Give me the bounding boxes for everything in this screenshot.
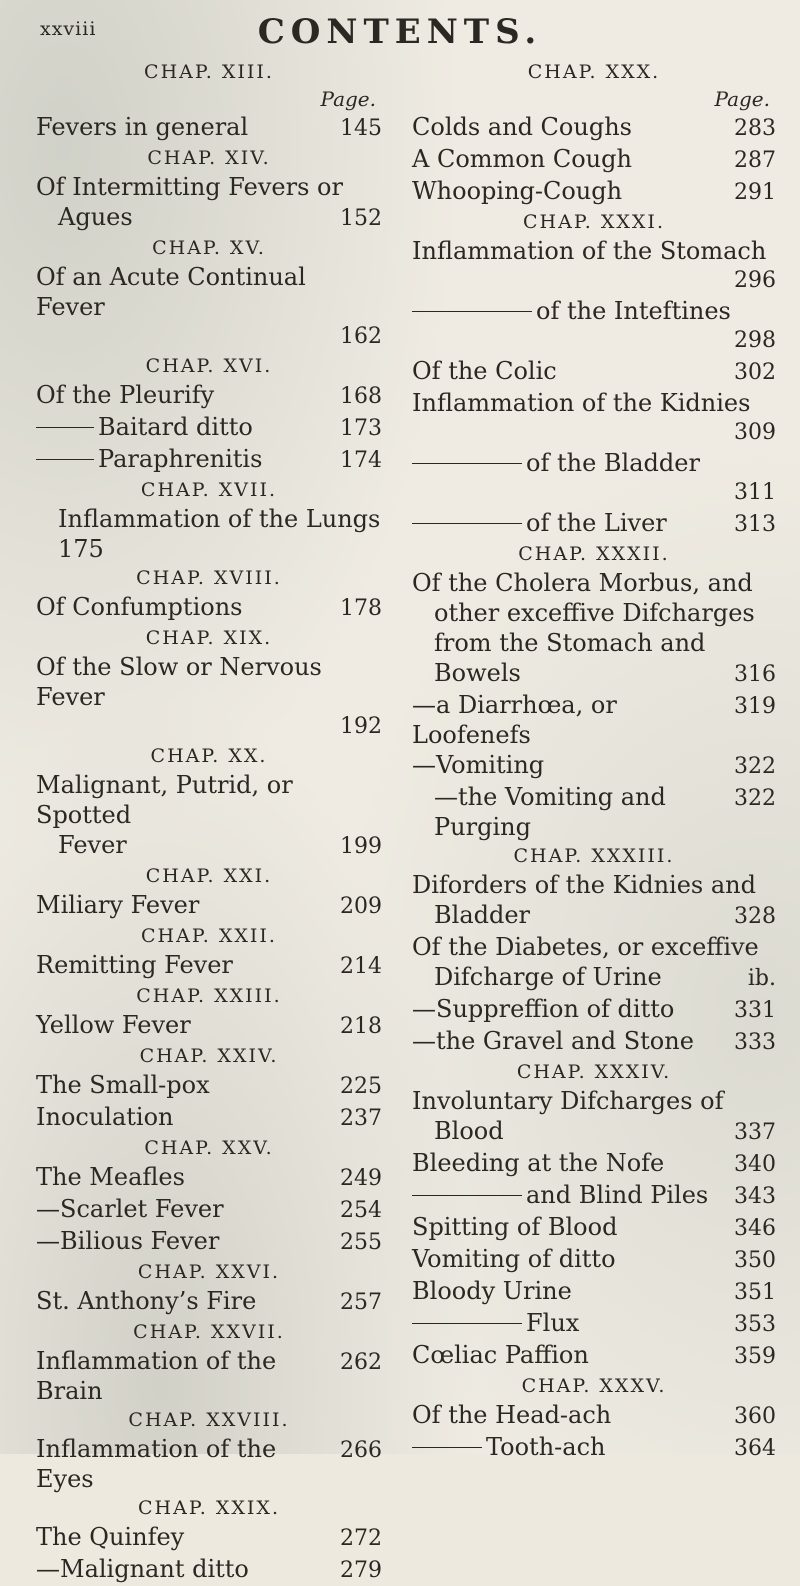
ditto-rule (412, 1447, 482, 1448)
toc-entry[interactable] (36, 1070, 382, 1102)
toc-entry[interactable] (36, 1162, 382, 1194)
toc-entry[interactable] (412, 356, 776, 388)
chapter-heading: CHAP. XIV. (147, 147, 271, 169)
chapter-heading: CHAP. XXXIII. (513, 845, 675, 867)
entry-title: Of the Cholera Morbus, and (412, 569, 753, 597)
entry-title: —the Gravel and Stone (412, 1027, 694, 1055)
entry-page: 145 (340, 116, 382, 141)
left-column (36, 58, 382, 1586)
toc-entry[interactable] (36, 1226, 382, 1258)
entry-page: 255 (340, 1230, 382, 1255)
entry-title: —Vomiting (412, 751, 545, 779)
entry-title: and Blind Piles (526, 1181, 709, 1209)
entry-title: The Meafles (36, 1163, 185, 1191)
entry-page: 364 (734, 1436, 776, 1461)
entry-page: 322 (734, 786, 776, 811)
entry-page: 174 (340, 448, 382, 473)
entry-title: Cœliac Paffion (412, 1341, 589, 1369)
toc-entry[interactable] (412, 112, 776, 144)
chapter-heading: CHAP. XVII. (140, 479, 278, 501)
toc-entry[interactable] (36, 1434, 382, 1494)
ditto-rule (412, 523, 522, 524)
ditto-rule (412, 1323, 522, 1324)
entry-page: 313 (734, 512, 776, 537)
chapter-heading: CHAP. XIII. (144, 61, 274, 83)
entry-page: 178 (340, 596, 382, 621)
entry-title: Colds and Coughs (412, 113, 632, 141)
entry-page: 214 (340, 954, 382, 979)
chapter-heading: CHAP. XXXV. (521, 1375, 667, 1397)
entry-title: —a Diarrhœa, or Loofenefs (412, 691, 617, 749)
ditto-rule (36, 427, 94, 428)
entry-title: —Bilious Fever (36, 1227, 220, 1255)
toc-entry[interactable] (36, 380, 382, 412)
entry-page: 302 (734, 360, 776, 385)
toc-subentry[interactable] (36, 412, 382, 444)
toc-entry-continued[interactable] (412, 782, 776, 842)
toc-entry[interactable] (412, 690, 776, 750)
chapter-heading: CHAP. XV. (152, 237, 266, 259)
entry-title: Involuntary Difcharges of (412, 1087, 724, 1115)
entry-title: Of Intermitting Fevers or (36, 173, 343, 201)
entry-page: 249 (340, 1166, 382, 1191)
entry-page: 225 (340, 1074, 382, 1099)
entry-title: Of the Pleurify (36, 381, 215, 409)
toc-entry[interactable] (412, 236, 776, 266)
chapter-heading: CHAP. XXX. (527, 61, 661, 83)
chapter-heading: CHAP. XXVIII. (128, 1409, 290, 1431)
toc-subentry[interactable] (412, 508, 776, 540)
toc-entry[interactable] (36, 262, 382, 322)
entry-page: 337 (734, 1120, 776, 1145)
entry-title: Vomiting of ditto (412, 1245, 616, 1273)
page-column-label: Page. (714, 87, 770, 111)
chapter-heading: CHAP. XXII. (141, 925, 277, 947)
entry-title: Inoculation (36, 1103, 174, 1131)
entry-title: —Suppreffion of ditto (412, 995, 675, 1023)
entry-page: 266 (340, 1438, 382, 1463)
toc-entry-continued[interactable] (412, 962, 776, 994)
chapter-heading: CHAP. XXIII. (136, 985, 282, 1007)
toc-entry[interactable] (412, 1148, 776, 1180)
toc-entry[interactable] (36, 1194, 382, 1226)
entry-title: Of the Head-ach (412, 1401, 612, 1429)
toc-entry[interactable] (36, 950, 382, 982)
toc-subentry[interactable] (412, 296, 776, 326)
entry-page: 152 (340, 206, 382, 231)
entry-page: 272 (340, 1526, 382, 1551)
entry-title: Blood (434, 1117, 504, 1145)
entry-page: 199 (340, 834, 382, 859)
page-column-label: Page. (320, 87, 376, 111)
toc-entry[interactable] (412, 1244, 776, 1276)
toc-subentry[interactable] (412, 1432, 776, 1464)
right-column (412, 58, 776, 1464)
entry-title: Flux (526, 1309, 580, 1337)
toc-entry-continued[interactable] (412, 1116, 776, 1148)
entry-page: 311 (734, 480, 776, 505)
toc-entry[interactable] (412, 388, 776, 418)
entry-page: 296 (734, 268, 776, 293)
toc-entry[interactable] (36, 592, 382, 624)
entry-title: —Malignant ditto (36, 1555, 249, 1583)
toc-entry[interactable] (412, 1340, 776, 1372)
toc-entry[interactable] (36, 1102, 382, 1134)
entry-page: 218 (340, 1014, 382, 1039)
toc-entry[interactable] (412, 750, 776, 782)
entry-title: Diforders of the Kidnies and (412, 871, 756, 899)
chapter-heading: CHAP. XXXI. (523, 211, 665, 233)
entry-page: 283 (734, 116, 776, 141)
entry-page: 168 (340, 384, 382, 409)
entry-title: of the Inteftines (536, 297, 731, 325)
toc-entry-continued[interactable] (36, 202, 382, 234)
entry-page: 346 (734, 1216, 776, 1241)
entry-page: 254 (340, 1198, 382, 1223)
toc-entry-continued[interactable] (36, 830, 382, 862)
chapter-heading: CHAP. XXI. (145, 865, 273, 887)
entry-title: Spitting of Blood (412, 1213, 618, 1241)
toc-entry[interactable] (412, 1086, 776, 1116)
toc-entry[interactable] (36, 1554, 382, 1586)
toc-entry[interactable] (412, 870, 776, 900)
entry-page: 287 (734, 148, 776, 173)
toc-entry[interactable] (36, 652, 382, 712)
toc-entry-continued[interactable] (412, 628, 776, 658)
entry-page: 291 (734, 180, 776, 205)
entry-title: Bowels (434, 659, 521, 687)
toc-entry[interactable] (36, 1346, 382, 1406)
entry-page: 173 (340, 416, 382, 441)
entry-page: 279 (340, 1558, 382, 1583)
toc-entry[interactable] (412, 1026, 776, 1058)
toc-subentry[interactable] (36, 444, 382, 476)
entry-title: —the Vomiting and Purging (434, 783, 666, 841)
toc-entry[interactable] (36, 890, 382, 922)
entry-title: Of the Slow or Nervous Fever (36, 653, 322, 711)
entry-title: Tooth-ach (486, 1433, 606, 1461)
chapter-heading: CHAP. XXVII. (133, 1321, 285, 1343)
contents-heading: CONTENTS. (257, 12, 543, 52)
chapter-heading: CHAP. XX. (150, 745, 268, 767)
entry-title: The Small-pox (36, 1071, 210, 1099)
entry-title: Of Confumptions (36, 593, 243, 621)
entry-title: Yellow Fever (36, 1011, 191, 1039)
entry-title: Inflammation of the Brain (36, 1347, 277, 1405)
ditto-rule (412, 1195, 522, 1196)
toc-entry[interactable] (412, 144, 776, 176)
roman-page-number: xxviii (40, 18, 97, 40)
entry-title: Bladder (434, 901, 531, 929)
toc-entry[interactable] (36, 1286, 382, 1318)
toc-subentry[interactable] (412, 1308, 776, 1340)
entry-page: 360 (734, 1404, 776, 1429)
entry-title: Of the Diabetes, or exceffive (412, 933, 759, 961)
toc-entry[interactable] (412, 568, 776, 598)
entry-page: 333 (734, 1030, 776, 1055)
toc-entry-continued[interactable] (412, 900, 776, 932)
entry-page: 316 (734, 662, 776, 687)
chapter-heading: CHAP. XXIX. (138, 1497, 280, 1519)
toc-entry[interactable] (412, 932, 776, 962)
chapter-heading: CHAP. XXXIV. (516, 1061, 672, 1083)
entry-page: 209 (340, 894, 382, 919)
entry-title: Paraphrenitis (98, 445, 263, 473)
entry-page: ib. (747, 966, 776, 991)
toc-entry-continued[interactable] (412, 658, 776, 690)
entry-title: Inflammation of the Eyes (36, 1435, 277, 1493)
page-header (30, 12, 770, 52)
entry-title: Whooping-Cough (412, 177, 623, 205)
chapter-heading: CHAP. XXXII. (518, 543, 670, 565)
entry-page: 343 (734, 1184, 776, 1209)
toc-entry[interactable] (412, 1276, 776, 1308)
entry-title: Remitting Fever (36, 951, 233, 979)
chapter-heading: CHAP. XVIII. (136, 567, 282, 589)
entry-page: 351 (734, 1280, 776, 1305)
entry-page: 162 (340, 324, 382, 349)
entry-title: from the Stomach and (434, 629, 706, 657)
entry-title: Miliary Fever (36, 891, 200, 919)
entry-page: 257 (340, 1290, 382, 1315)
chapter-heading: CHAP. XIX. (145, 627, 273, 649)
entry-title: St. Anthony’s Fire (36, 1287, 257, 1315)
entry-page: 237 (340, 1106, 382, 1131)
toc-entry[interactable] (412, 1212, 776, 1244)
entry-title: Bloody Urine (412, 1277, 572, 1305)
entry-title: A Common Cough (412, 145, 632, 173)
entry-page: 309 (734, 420, 776, 445)
entry-title: other exceffive Difcharges (434, 599, 755, 627)
ditto-rule (36, 459, 94, 460)
entry-title: Baitard ditto (98, 413, 253, 441)
toc-entry[interactable] (36, 504, 382, 564)
entry-title: Of the Colic (412, 357, 557, 385)
toc-entry[interactable] (36, 1522, 382, 1554)
toc-entry-continued[interactable] (412, 598, 776, 628)
chapter-heading: CHAP. XXIV. (139, 1045, 279, 1067)
entry-title: Fever (58, 831, 127, 859)
entry-title: —Scarlet Fever (36, 1195, 224, 1223)
toc-entry[interactable] (412, 1400, 776, 1432)
ditto-rule (412, 463, 522, 464)
entry-page: 262 (340, 1350, 382, 1375)
entry-page: 353 (734, 1312, 776, 1337)
chapter-heading: CHAP. XXV. (144, 1137, 274, 1159)
entry-title: Inflammation of the Stomach (412, 237, 767, 265)
entry-page: 340 (734, 1152, 776, 1177)
toc-entry[interactable] (412, 994, 776, 1026)
entry-page: 192 (340, 714, 382, 739)
entry-title: of the Liver (526, 509, 667, 537)
entry-page: 359 (734, 1344, 776, 1369)
chapter-heading: CHAP. XVI. (145, 355, 273, 377)
ditto-rule (412, 311, 532, 312)
entry-title: Inflammation of the Kidnies (412, 389, 751, 417)
entry-page: 319 (734, 694, 776, 719)
chapter-heading: CHAP. XXVI. (137, 1261, 281, 1283)
entry-title: of the Bladder (526, 449, 700, 477)
entry-title: Difcharge of Urine (434, 963, 662, 991)
entry-title: Inflammation of the Lungs 175 (58, 505, 381, 563)
entry-page: 328 (734, 904, 776, 929)
toc-entry[interactable] (36, 112, 382, 144)
toc-entry[interactable] (36, 172, 382, 202)
entry-page: 331 (734, 998, 776, 1023)
entry-title: Agues (58, 203, 133, 231)
entry-page: 298 (734, 328, 776, 353)
toc-entry[interactable] (36, 770, 382, 830)
entry-page: 350 (734, 1248, 776, 1273)
entry-title: Of an Acute Continual Fever (36, 263, 306, 321)
toc-entry[interactable] (36, 1010, 382, 1042)
entry-page: 322 (734, 754, 776, 779)
toc-subentry[interactable] (412, 1180, 776, 1212)
entry-title: Bleeding at the Nofe (412, 1149, 665, 1177)
entry-title: The Quinfey (36, 1523, 185, 1551)
entry-title: Malignant, Putrid, or Spotted (36, 771, 293, 829)
entry-title: Fevers in general (36, 113, 249, 141)
toc-entry[interactable] (412, 176, 776, 208)
toc-subentry[interactable] (412, 448, 776, 478)
